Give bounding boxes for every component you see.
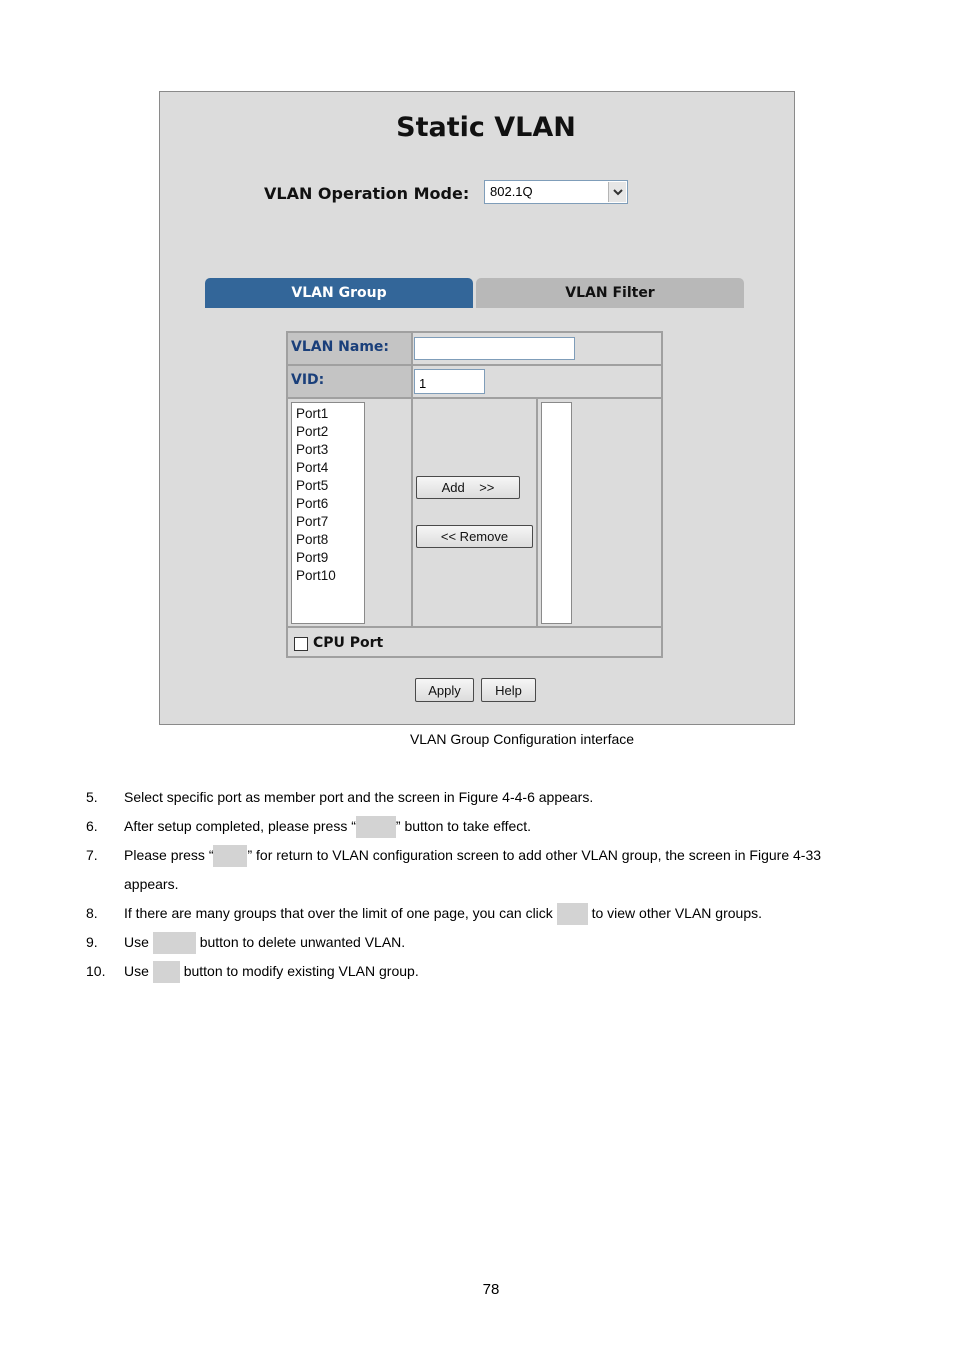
step-text-part: ” button to take effect. — [395, 818, 532, 834]
step-text-part: Use — [124, 934, 149, 950]
member-ports-list[interactable] — [541, 402, 572, 624]
port-option[interactable]: Port4 — [296, 460, 329, 475]
step-number: 6. — [86, 818, 98, 834]
back-button-image — [213, 845, 247, 867]
vlan-name-input[interactable] — [414, 337, 575, 360]
cpu-port-row — [288, 628, 661, 656]
port-option[interactable]: Port7 — [296, 514, 329, 529]
vid-row — [288, 366, 661, 399]
static-vlan-screenshot — [159, 91, 795, 725]
divider — [411, 399, 413, 626]
vlan-name-row — [288, 333, 661, 366]
step-text-part: Select specific port as member port and the screen in Figure 4-4-6 appears. — [124, 789, 594, 805]
step-text — [124, 902, 762, 925]
step-number: 5. — [86, 789, 98, 805]
step-text — [124, 815, 531, 838]
apply-button[interactable]: Apply — [415, 678, 474, 702]
port-option[interactable]: Port10 — [296, 568, 336, 583]
step-text — [124, 844, 821, 867]
step-text-part: to view other VLAN groups. — [591, 905, 762, 921]
edit-button-image — [153, 961, 180, 983]
port-option[interactable]: Port3 — [296, 442, 329, 457]
step-text-part: After setup completed, please press “ — [124, 818, 356, 834]
tab-vlan-group[interactable]: VLAN Group — [205, 278, 473, 308]
step-text — [124, 931, 405, 954]
step-text-part: button to delete unwanted VLAN. — [199, 934, 406, 950]
cpu-port-checkbox[interactable] — [294, 637, 308, 651]
help-button[interactable]: Help — [481, 678, 536, 702]
vid-label: VID: — [288, 366, 413, 397]
vlan-mode-label: VLAN Operation Mode: — [264, 184, 470, 203]
tab-vlan-filter[interactable]: VLAN Filter — [476, 278, 744, 308]
remove-port-button[interactable]: << Remove — [416, 525, 533, 548]
port-option[interactable]: Port2 — [296, 424, 329, 439]
vlan-name-label: VLAN Name: — [288, 333, 413, 364]
step-continuation: appears. — [124, 876, 179, 892]
vlan-mode-select[interactable] — [484, 180, 628, 204]
page-title: Static VLAN — [396, 112, 576, 143]
step-text-part: ” for return to VLAN configuration screen to add other VLAN group, the screen in Figure 4-33 — [247, 847, 822, 863]
delete-button-image — [153, 932, 196, 954]
step-number: 8. — [86, 905, 98, 921]
step-text — [124, 960, 419, 983]
step-text-part: Please press “ — [124, 847, 214, 863]
vlan-mode-value: 802.1Q — [490, 184, 533, 199]
available-ports-list[interactable] — [291, 402, 365, 624]
step-text — [124, 786, 593, 808]
apply-button-image — [356, 816, 396, 838]
add-port-button[interactable]: Add >> — [416, 476, 520, 499]
step-text-part: Use — [124, 963, 149, 979]
step-number: 7. — [86, 847, 98, 863]
chevron-down-icon[interactable] — [608, 182, 626, 202]
port-option[interactable]: Port1 — [296, 406, 329, 421]
vlan-group-form — [286, 331, 663, 658]
step-text-part: If there are many groups that over the limit of one page, you can click — [124, 905, 553, 921]
port-option[interactable]: Port9 — [296, 550, 329, 565]
page-number: 78 — [482, 1281, 500, 1298]
port-option[interactable]: Port6 — [296, 496, 329, 511]
next-page-button-image — [557, 903, 588, 925]
port-option[interactable]: Port8 — [296, 532, 329, 547]
step-number: 9. — [86, 934, 98, 950]
divider — [536, 399, 538, 626]
figure-caption: VLAN Group Configuration interface — [409, 731, 635, 747]
step-number: 10. — [86, 963, 106, 979]
cpu-port-label: CPU Port — [313, 635, 384, 651]
step-text-part: button to modify existing VLAN group. — [183, 963, 419, 979]
port-option[interactable]: Port5 — [296, 478, 329, 493]
ports-row — [288, 399, 661, 628]
vid-input[interactable] — [414, 369, 485, 394]
